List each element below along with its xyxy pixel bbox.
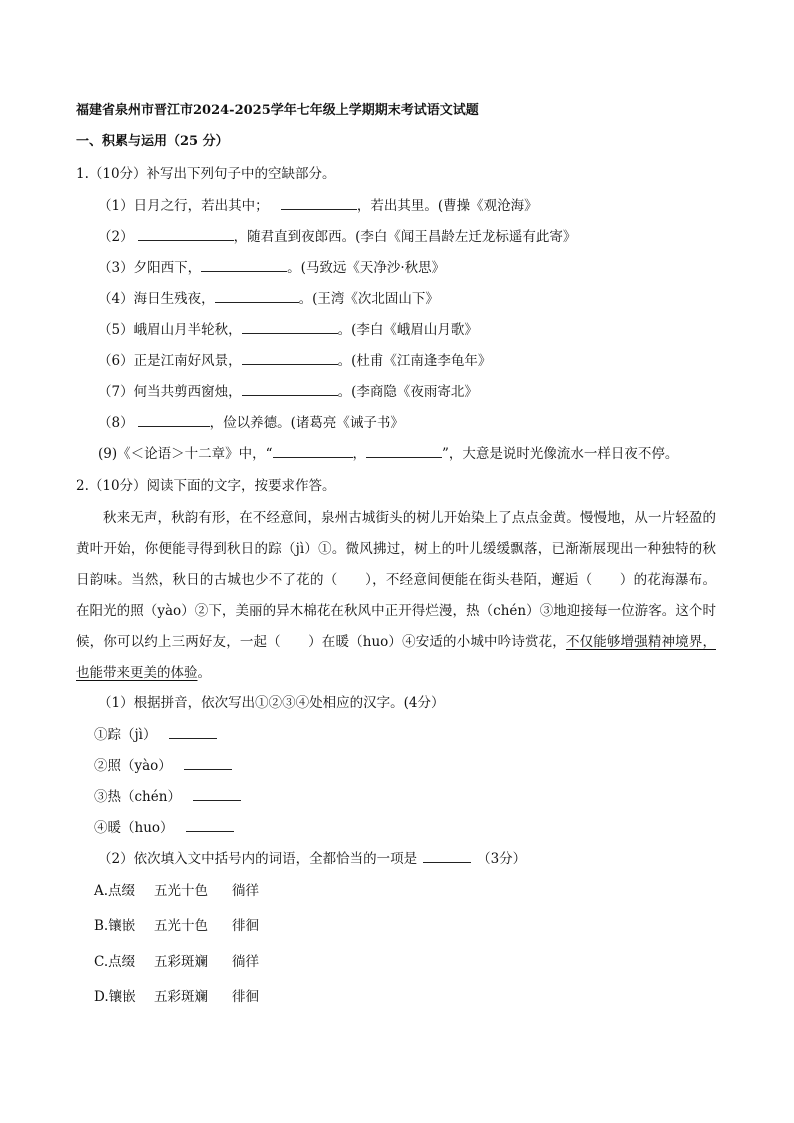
answer-blank[interactable] <box>242 351 338 365</box>
answer-blank[interactable] <box>201 258 287 272</box>
answer-blank[interactable] <box>273 444 353 458</box>
underlined-sentence: 不仅能够增强精神境界，也能带来更美的体验 <box>76 634 716 681</box>
answer-blank[interactable] <box>242 320 338 334</box>
q1-item-5-text: （5）峨眉山月半轮秋， <box>98 322 242 338</box>
option-a[interactable] <box>94 882 259 900</box>
q1-item-1-source: ，若出其里。(曹操《观沧海》 <box>356 198 538 214</box>
option-word-2: 五光十色 <box>154 918 208 934</box>
pinyin-row-4 <box>94 818 234 837</box>
q1-item-7-source: 。(李商隐《夜雨寄北》 <box>337 384 478 400</box>
pinyin-label: ③热（chén） <box>94 789 181 805</box>
q1-item-9-text: (9)《＜论语＞十二章》中，“ <box>98 446 273 462</box>
q2-sub2-score: （3分） <box>477 851 527 867</box>
q1-item-3 <box>98 258 445 277</box>
q1-item-4 <box>98 289 439 308</box>
q1-item-2-source: ，随君直到夜郎西。(李白《闻王昌龄左迁龙标遥有此寄》 <box>233 229 577 245</box>
option-word-2: 五光十色 <box>154 883 208 899</box>
option-word-2: 五彩斑斓 <box>154 989 208 1005</box>
q1-item-8-text: （8） <box>98 415 134 431</box>
q1-item-7-text: （7）何当共剪西窗烛， <box>98 384 242 400</box>
pinyin-row-1 <box>94 725 217 744</box>
option-word-1: D.镶嵌 <box>94 989 136 1005</box>
q1-item-6-text: （6）正是江南好风景， <box>98 353 242 369</box>
answer-blank[interactable] <box>215 289 299 303</box>
option-word-1: A.点缀 <box>94 883 136 899</box>
option-word-3: 徜徉 <box>232 883 259 899</box>
option-d[interactable] <box>94 988 259 1006</box>
pinyin-row-3 <box>94 787 241 806</box>
q1-item-9-sep: ， <box>352 446 367 462</box>
passage-text: 秋来无声，秋韵有形，在不经意间，泉州古城街头的树儿开始染上了点点金黄。慢慢地，从一片轻盈的黄叶开始，你便能寻得到秋日的踪（jì）①。微风拂过，树上的叶儿缓缓飘落，已渐渐展现出一种独特的秋日韵味。当然，秋日的古城也少不了花的（ ），不经意间便能在街头巷陌，邂逅（ ）的花海瀑布。在阳光的照（yào）②下，美丽的异木棉花在秋风中正开得烂漫，热（chén）③地迎接每一位游客。这个时候，你可以约上三两好友，一起（ ）在暖（huo）④安适的小城中吟诗赏花， <box>76 510 716 650</box>
pinyin-label: ④暖（huo） <box>94 820 174 836</box>
question-1-stem: 1.（10分）补写出下列句子中的空缺部分。 <box>76 166 336 182</box>
pinyin-label: ①踪（jì） <box>94 727 157 743</box>
doc-title: 福建省泉州市晋江市2024-2025学年七年级上学期期末考试语文试题 <box>76 103 479 118</box>
option-word-3: 徘徊 <box>232 989 259 1005</box>
answer-blank[interactable] <box>186 818 234 832</box>
answer-blank[interactable] <box>366 444 442 458</box>
q1-item-1-text: （1）日月之行，若出其中； <box>98 198 269 214</box>
question-2-stem: 2.（10分）阅读下面的文字，按要求作答。 <box>76 478 336 494</box>
pinyin-label: ②照（yào） <box>94 758 172 774</box>
reading-passage <box>76 503 716 689</box>
q1-item-7 <box>98 382 478 401</box>
q1-item-6 <box>98 351 491 370</box>
q1-item-2 <box>98 227 576 246</box>
pinyin-row-2 <box>94 756 232 775</box>
q1-item-5 <box>98 320 478 339</box>
q1-item-9 <box>98 444 678 463</box>
passage-end: 。 <box>197 665 211 681</box>
option-word-3: 徘徊 <box>232 918 259 934</box>
q1-item-4-source: 。(王湾《次北固山下》 <box>298 291 439 307</box>
answer-blank[interactable] <box>138 227 234 241</box>
answer-blank[interactable] <box>184 756 232 770</box>
answer-blank[interactable] <box>193 787 241 801</box>
q1-item-3-source: 。(马致远《天净沙·秋思》 <box>287 260 446 276</box>
answer-blank[interactable] <box>242 382 338 396</box>
answer-blank[interactable] <box>169 725 217 739</box>
q1-item-3-text: （3）夕阳西下， <box>98 260 202 276</box>
q1-item-6-source: 。(杜甫《江南逢李龟年》 <box>337 353 492 369</box>
answer-blank[interactable] <box>281 196 357 210</box>
q2-sub2-text: （2）依次填入文中括号内的词语，全都恰当的一项是 <box>98 851 418 867</box>
option-word-1: C.点缀 <box>94 954 136 970</box>
section-heading: 一、积累与运用（25 分） <box>76 134 229 149</box>
option-word-3: 徜徉 <box>232 954 259 970</box>
option-word-1: B.镶嵌 <box>94 918 136 934</box>
answer-blank[interactable] <box>423 849 471 863</box>
q1-item-8 <box>98 413 404 432</box>
q1-item-1 <box>98 196 538 215</box>
option-word-2: 五彩斑斓 <box>154 954 208 970</box>
q1-item-8-source: ，俭以养德。(诸葛亮《诫子书》 <box>209 415 404 431</box>
option-c[interactable] <box>94 953 259 971</box>
answer-blank[interactable] <box>138 413 210 427</box>
q1-item-2-text: （2） <box>98 229 134 245</box>
q1-item-4-text: （4）海日生残夜， <box>98 291 215 307</box>
q2-sub2-stem <box>98 849 526 868</box>
q1-item-9-end: ”，大意是说时光像流水一样日夜不停。 <box>442 446 679 462</box>
q2-sub1-stem: （1）根据拼音，依次写出①②③④处相应的汉字。(4分） <box>98 695 445 711</box>
q1-item-5-source: 。(李白《峨眉山月歌》 <box>337 322 478 338</box>
option-b[interactable] <box>94 917 259 935</box>
